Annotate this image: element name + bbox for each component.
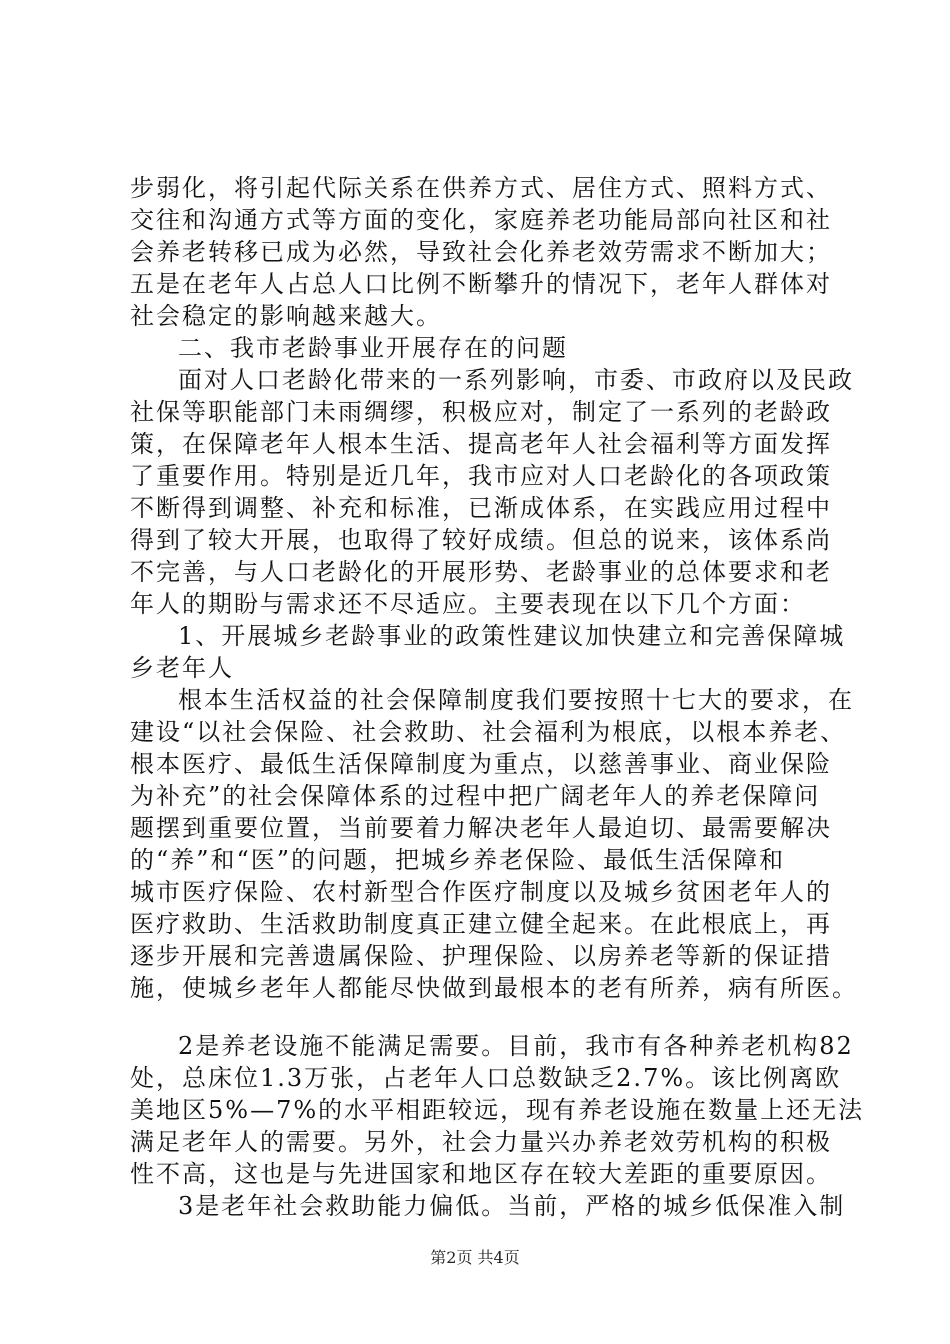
subsection-heading: 1、开展城乡老龄事业的政策性建议加快建立和完善保障城 bbox=[178, 622, 846, 650]
text-line: 医疗救助、生活救助制度真正建立健全起来。在此根底上，再 bbox=[130, 910, 832, 938]
text-line: 五是在老年人占总人口比例不断攀升的情况下，老年人群体对 bbox=[130, 270, 832, 298]
text-line: 交往和沟通方式等方面的变化，家庭养老功能局部向社区和社 bbox=[130, 206, 832, 234]
text-line: 乡老年人 bbox=[130, 654, 234, 682]
text-line: 逐步开展和完善遗属保险、护理保险、以房养老等新的保证措 bbox=[130, 942, 832, 970]
document-body bbox=[130, 172, 865, 1222]
paragraph-gap bbox=[130, 1004, 830, 1030]
text-line: 策，在保障老年人根本生活、提高老年人社会福利等方面发挥 bbox=[130, 430, 832, 458]
section-heading: 二、我市老龄事业开展存在的问题 bbox=[178, 334, 568, 362]
text-line: 社保等职能部门未雨绸缪，积极应对，制定了一系列的老龄政 bbox=[130, 398, 832, 426]
text-line: 得到了较大开展，也取得了较好成绩。但总的说来，该体系尚 bbox=[130, 526, 832, 554]
text-line: 了重要作用。特别是近几年，我市应对人口老龄化的各项政策 bbox=[130, 462, 832, 490]
text-line: 面对人口老龄化带来的一系列影响，市委、市政府以及民政 bbox=[178, 366, 854, 394]
text-line: 施，使城乡老年人都能尽快做到最根本的老有所养，病有所医。 bbox=[130, 974, 858, 1002]
text-line: 根本生活权益的社会保障制度我们要按照十七大的要求，在 bbox=[178, 686, 854, 714]
text-line: 2是养老设施不能满足需要。目前，我市有各种养老机构82 bbox=[178, 1032, 854, 1060]
text-line: 城市医疗保险、农村新型合作医疗制度以及城乡贫困老年人的 bbox=[130, 878, 832, 906]
text-line: 处，总床位1.3万张，占老年人口总数缺乏2.7%。该比例离欧 bbox=[130, 1064, 842, 1092]
text-line: 满足老年人的需要。另外，社会力量兴办养老效劳机构的积极 bbox=[130, 1128, 832, 1156]
text-line: 不完善，与人口老龄化的开展形势、老龄事业的总体要求和老 bbox=[130, 558, 832, 586]
text-line: 社会稳定的影响越来越大。 bbox=[130, 302, 442, 330]
text-line: 建设“以社会保险、社会救助、社会福利为根底，以根本养老、 bbox=[130, 718, 847, 746]
text-line: 不断得到调整、补充和标准，已渐成体系，在实践应用过程中 bbox=[130, 494, 832, 522]
text-line: 性不高，这也是与先进国家和地区存在较大差距的重要原因。 bbox=[130, 1160, 832, 1188]
text-line: 年人的期盼与需求还不尽适应。主要表现在以下几个方面： bbox=[130, 590, 806, 618]
page-number-footer: 第2页 共4页 bbox=[430, 1248, 520, 1267]
text-line: 为补充”的社会保障体系的过程中把广阔老年人的养老保障问 bbox=[130, 782, 821, 810]
text-line: 的“养”和“医”的问题，把城乡养老保险、最低生活保障和 bbox=[130, 846, 786, 874]
text-line: 题摆到重要位置，当前要着力解决老年人最迫切、最需要解决 bbox=[130, 814, 832, 842]
text-line: 美地区5%—7%的水平相距较远，现有养老设施在数量上还无法 bbox=[130, 1096, 865, 1124]
text-line: 会养老转移已成为必然，导致社会化养老效劳需求不断加大； bbox=[130, 238, 832, 266]
text-line: 根本医疗、最低生活保障制度为重点，以慈善事业、商业保险 bbox=[130, 750, 832, 778]
text-line: 步弱化，将引起代际关系在供养方式、居住方式、照料方式、 bbox=[130, 174, 832, 202]
text-line: 3是老年社会救助能力偏低。当前，严格的城乡低保准入制 bbox=[178, 1192, 846, 1220]
